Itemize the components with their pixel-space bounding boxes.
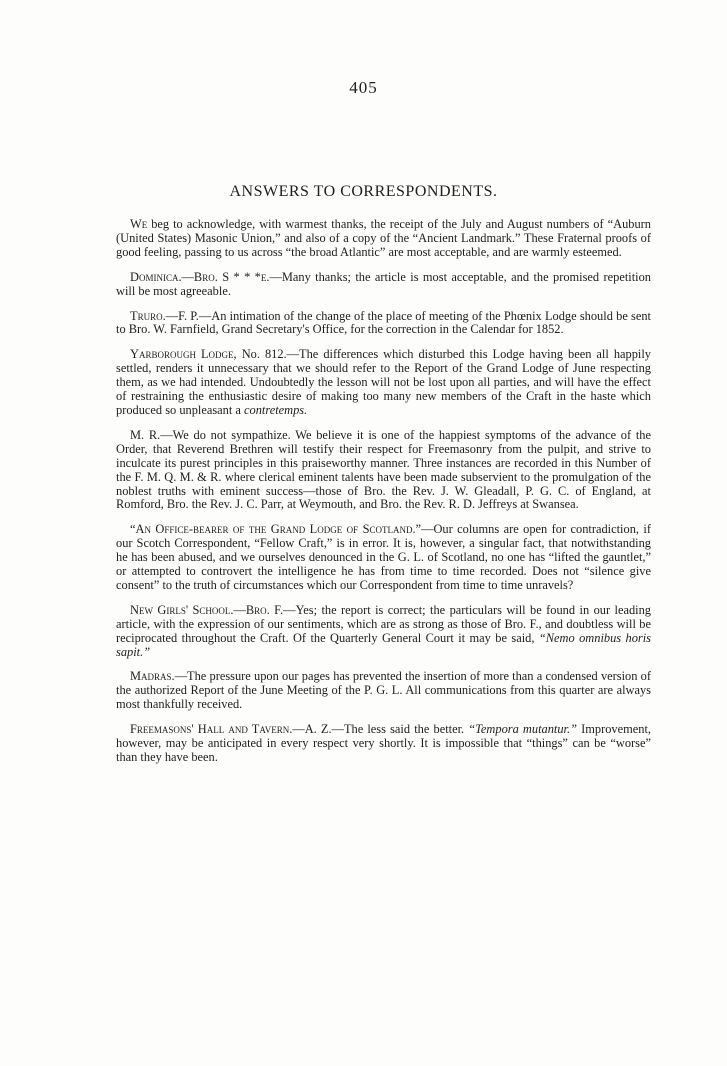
paragraph-new-girls-school [116, 604, 651, 660]
paragraph-freemasons-hall [116, 723, 651, 765]
paragraph-text: M. R.—We do not sympathize. We believe it is one of the happiest symptoms of the advance of the Order, that Reverend Brethren will testify their respect for Freemasonry from the pulpit, and strive to inculcate its purest principles in this praiseworthy manner. Three instances are recorded in this Number of the F. M. Q. M. & R. where clerical eminent talents have been made subservient to the promulgation of the noblest truths with eminent success—those of Bro. the Rev. J. W. Gleadall, P. G. C. of England, at Romford, Bro. the Rev. J. C. Parr, at Weymouth, and Bro. the Rev. R. D. Jeffreys at Swansea. [116, 427, 651, 512]
paragraph-text: —A. Z.—The less said the better. [292, 722, 469, 737]
paragraph-dominica [116, 271, 651, 299]
paragraph-lead: We [130, 217, 148, 231]
paragraph-lead: Freemasons' Hall and Tavern. [130, 722, 293, 737]
paragraph-italic: contretemps. [244, 402, 308, 417]
page-number: 405 [349, 78, 378, 97]
paragraph-office-bearer [116, 523, 651, 593]
paragraph-text: —Our columns are open for contradiction, if our Scotch Correspondent, “Fellow Craft,” is in error. It is, however, a singular fact, that notwithstanding he has been abused, and we ourselves denounced in the G. L. of Scotland, no one has “lifted the gauntlet,” or attempted to controvert the intelligence he has from time to time recorded. Does not “silence give consent” to the truth of circumstances which our Correspondent from time to time unravels? [116, 522, 651, 592]
paragraph-truro [116, 310, 651, 338]
paragraph-madras [116, 670, 651, 712]
paragraph-lead: Madras. [130, 669, 175, 684]
paragraph-italic: “Tempora mutantur.” [468, 722, 577, 737]
section-heading: ANSWERS TO CORRESPONDENTS. [229, 183, 498, 200]
paragraph-italic: “Nemo omnibus horis sapit.” [116, 630, 652, 659]
paragraph-acknowledgement [116, 218, 651, 260]
correspondence-body [116, 218, 651, 776]
paragraph-lead: “An Office-bearer of the Grand Lodge of Scotland.” [130, 522, 422, 537]
paragraph-yarborough-lodge [116, 348, 651, 418]
paragraph-lead: Dominica.—Bro. S * * *e. [130, 269, 270, 284]
paragraph-lead: New Girls' School.—Bro. [130, 602, 270, 617]
paragraph-text: —Many thanks; the article is most acceptable, and the promised repetition will be most agreeable. [116, 269, 651, 298]
paragraph-lead: Truro. [130, 308, 166, 323]
paragraph-text: —F. P.—An intimation of the change of the place of meeting of the Phœnix Lodge should be sent to Bro. W. Farnfield, Grand Secretary's Office, for the correction in the Calendar for 1852. [116, 308, 651, 337]
paragraph-text: No. 812.—The differences which disturbed this Lodge having been all happily settled, renders it unnecessary that we should refer to the Report of the Grand Lodge of June respecting them, as we had intended. Undoubtedly the lesson will not be lost upon all parties, and will have the effect of restraining the enthusiastic desire of making too many new members of the Craft in the haste which produced so unpleasant a [116, 347, 652, 417]
paragraph-text: F.—Yes; the report is correct; the particulars will be found in our leading article, with the expression of our sentiments, which are as strong as those of Bro. F., and doubtless will be reciprocated throughout the Craft. Of the Quarterly General Court it may be said, [116, 602, 652, 645]
paragraph-text: beg to acknowledge, with warmest thanks, the receipt of the July and August numbers of “Auburn (United States) Masonic Union,” and also of a copy of the “Ancient Landmark.” These Fraternal proofs of good feeling, passing to us across “the broad Atlantic” are most acceptable, and are warmly esteemed. [116, 217, 651, 259]
paragraph-lead: Yarborough Lodge, [130, 347, 237, 362]
paragraph-text: —The pressure upon our pages has prevented the insertion of more than a condensed version of the authorized Report of the June Meeting of the P. G. L. All communications from this quarter are always most thankfully received. [116, 669, 651, 712]
paragraph-tail: Improvement, however, may be anticipated in every respect very shortly. It is impossible that “things” can be “worse” than they have been. [116, 722, 651, 764]
paragraph-m-r [116, 429, 651, 512]
